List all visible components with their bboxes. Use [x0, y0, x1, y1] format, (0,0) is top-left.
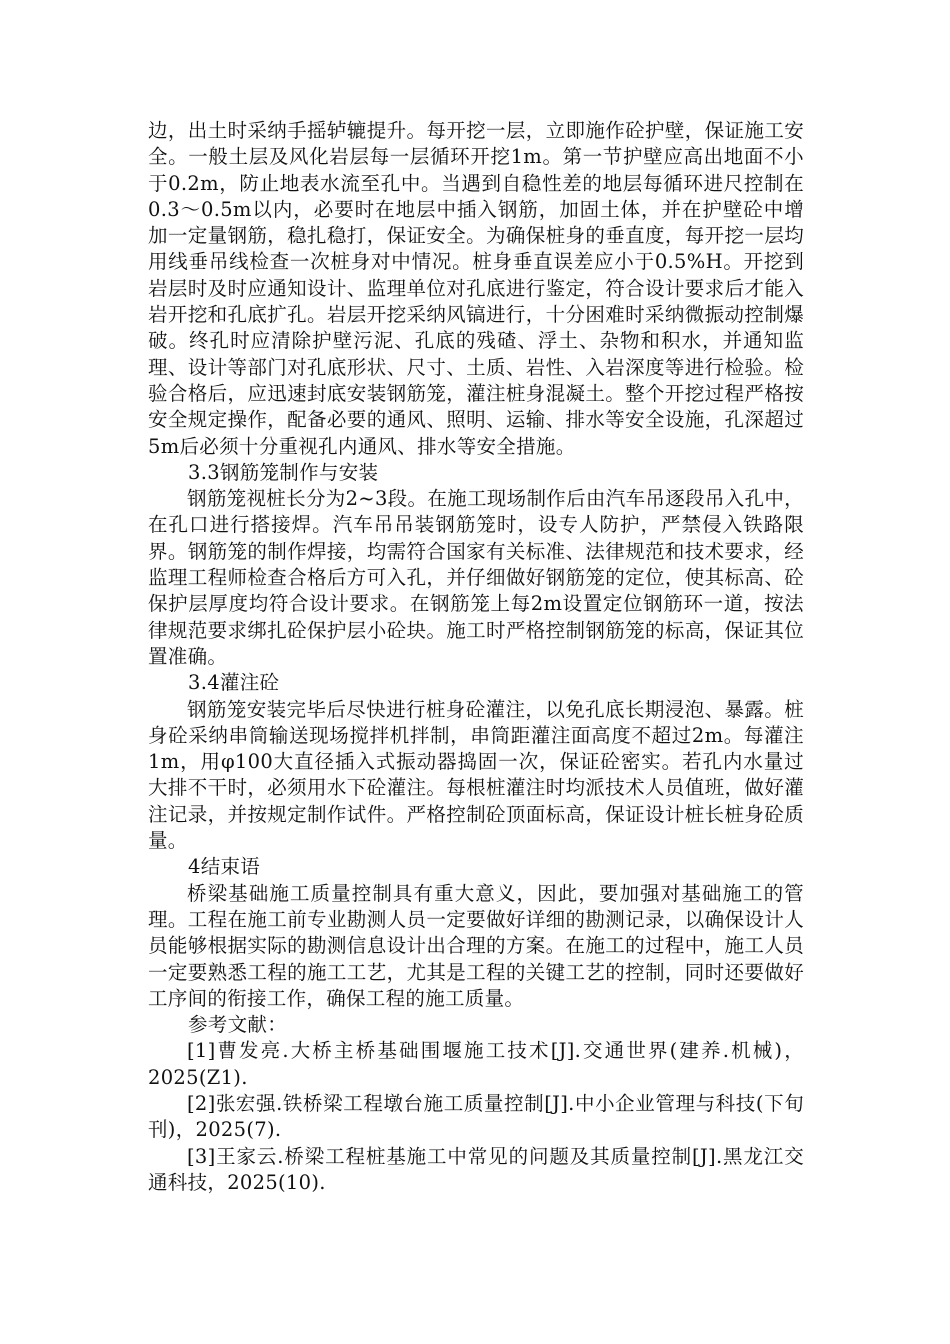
- document-body: [148, 118, 804, 1196]
- section-heading-3-4: 3.4灌注砼: [188, 671, 280, 695]
- paragraph-excavation: 边，出土时采纳手摇轳辘提升。每开挖一层，立即施作砼护壁，保证施工安全。一般土层及风化岩层每一层循环开挖1m。第一节护壁应高出地面不小于0.2m，防止地表水流至孔中。当遇到自稳性差的地层每循环进尺控制在0.3～0.5m以内，必要时在地层中插入钢筋，加固土体，并在护壁砼中增加一定量钢筋，稳扎稳打，保证安全。为确保桩身的垂直度，每开挖一层均用线垂吊线检查一次桩身对中情况。桩身垂直误差应小于0.5%H。开挖到岩层时及时应通知设计、监理单位对孔底进行鉴定，符合设计要求后才能入岩开挖和孔底扩孔。岩层开挖采纳风镐进行，十分困难时采纳微振动控制爆破。终孔时应清除护壁污泥、孔底的残碴、浮土、杂物和积水，并通知监理、设计等部门对孔底形状、尺寸、土质、岩性、入岩深度等进行检验。检验合格后，应迅速封底安装钢筋笼，灌注桩身混凝土。整个开挖过程严格按安全规定操作，配备必要的通风、照明、运输、排水等安全设施，孔深超过5m后必须十分重视孔内通风、排水等安全措施。: [148, 119, 804, 458]
- reference-item-2: [2]张宏强.铁桥梁工程墩台施工质量控制[J].中小企业管理与科技(下旬刊)，2025(7).: [148, 1091, 804, 1142]
- section-heading-4: 4结束语: [188, 855, 261, 879]
- reference-item-3: [3]王家云.桥梁工程桩基施工中常见的问题及其质量控制[J].黑龙江交通科技，2025(10).: [148, 1144, 804, 1194]
- paragraph-concrete-pouring: 钢筋笼安装完毕后尽快进行桩身砼灌注，以免孔底长期浸泡、暴露。桩身砼采纳串筒输送现场搅拌机拌制，串筒距灌注面高度不超过2m。每灌注1m，用φ100大直径插入式振动器捣固一次，保证砼密实。若孔内水量过大排不干时，必须用水下砼灌注。每根桩灌注时均派技术人员值班，做好灌注记录，并按规定制作试件。严格控制砼顶面标高，保证设计桩长桩身砼质量。: [148, 697, 804, 853]
- references-title: 参考文献：: [188, 1013, 288, 1037]
- paragraph-conclusion: 桥梁基础施工质量控制具有重大意义，因此，要加强对基础施工的管理。工程在施工前专业勘测人员一定要做好详细的勘测记录，以确保设计人员能够根据实际的勘测信息设计出合理的方案。在施工的过程中，施工人员一定要熟悉工程的施工工艺，尤其是工程的关键工艺的控制，同时还要做好工序间的衔接工作，确保工程的施工质量。: [148, 881, 804, 1010]
- section-heading-3-3: 3.3钢筋笼制作与安装: [188, 460, 379, 484]
- reference-item-1: [1]曹发亮.大桥主桥基础围堰施工技术[J].交通世界(建养.机械)，2025(Z1).: [148, 1039, 804, 1089]
- paragraph-rebar-cage: 钢筋笼视桩长分为2~3段。在施工现场制作后由汽车吊逐段吊入孔中，在孔口进行搭接焊。汽车吊吊装钢筋笼时，设专人防护，严禁侵入铁路限界。钢筋笼的制作焊接，均需符合国家有关标准、法律规范和技术要求，经监理工程师检查合格后方可入孔，并仔细做好钢筋笼的定位，使其标高、砼保护层厚度均符合设计要求。在钢筋笼上每2m设置定位钢筋环一道，按法律规范要求绑扎砼保护层小砼块。施工时严格控制钢筋笼的标高，保证其位置准确。: [148, 487, 804, 668]
